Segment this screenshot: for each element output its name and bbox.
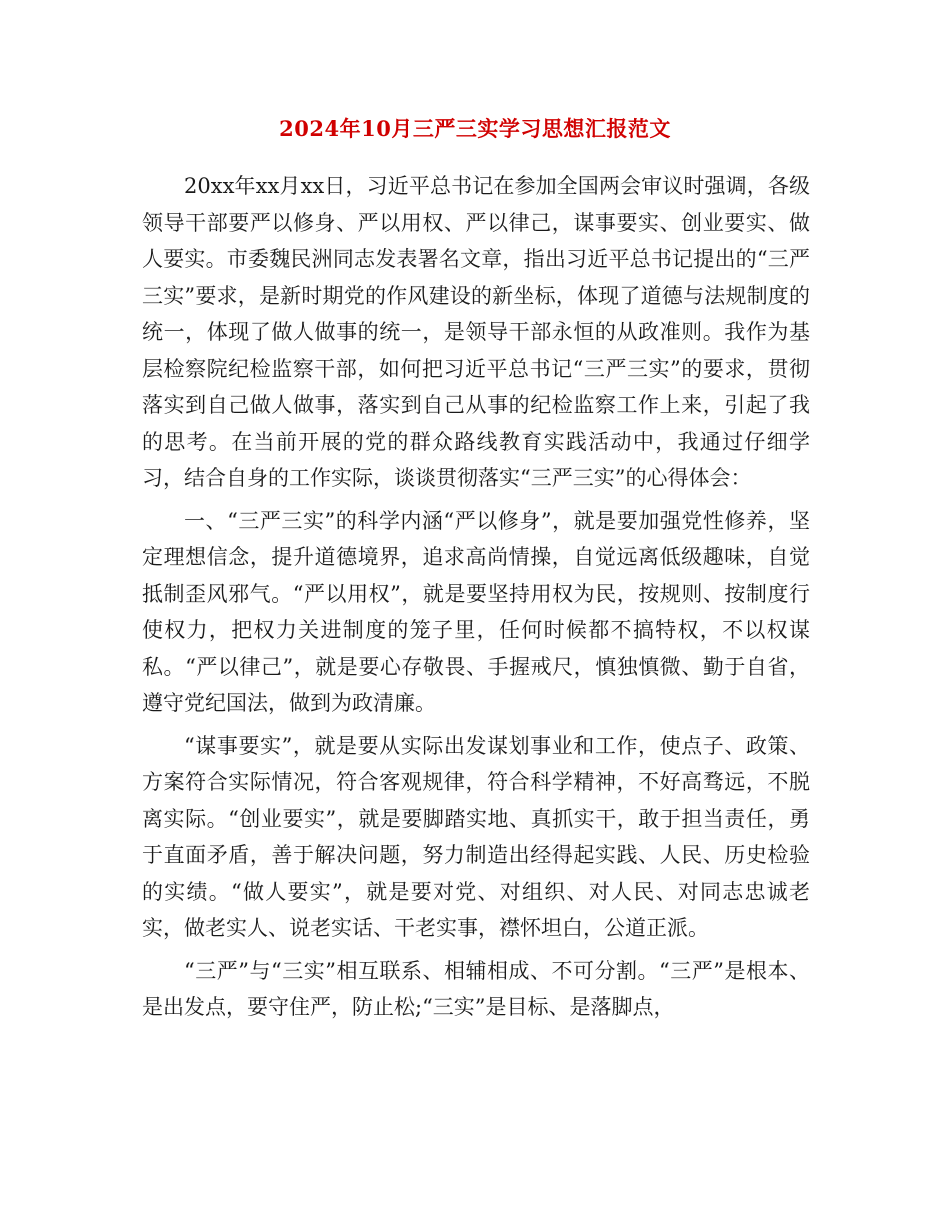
document-title: 2024年10月三严三实学习思想汇报范文 xyxy=(279,116,671,141)
paragraph-2: 一、“三严三实”的科学内涵“严以修身”，就是要加强党性修养，坚定理想信念，提升道德境界，追求高尚情操，自觉远离低级趣味，自觉抵制歪风邪气。“严以用权”，就是要坚持用权为民，按规则、按制度行使权力，把权力关进制度的笼子里，任何时候都不搞特权，不以权谋私。“严以律己”，就是要心存敬畏、手握戒尺，慎独慎微、勤于自省，遵守党纪国法，做到为政清廉。 xyxy=(142,508,810,715)
paragraph-4: “三严”与“三实”相互联系、相辅相成、不可分割。“三严”是根本、是出发点，要守住严，防止松;“三实”是目标、是落脚点， xyxy=(142,958,810,1019)
document-body xyxy=(142,168,810,1026)
paragraph-1: 20xx年xx月xx日，习近平总书记在参加全国两会审议时强调，各级领导干部要严以修身、严以用权、严以律己，谋事要实、创业要实、做人要实。市委魏民洲同志发表署名文章，指出习近平总书记提出的“三严三实”要求，是新时期党的作风建设的新坐标，体现了道德与法规制度的统一，体现了做人做事的统一，是领导干部永恒的从政准则。我作为基层检察院纪检监察干部，如何把习近平总书记“三严三实”的要求，贯彻落实到自己做人做事，落实到自己从事的纪检监察工作上来，引起了我的思考。在当前开展的党的群众路线教育实践活动中，我通过仔细学习，结合自身的工作实际，谈谈贯彻落实“三严三实”的心得体会： xyxy=(142,174,810,490)
paragraph-3: “谋事要实”，就是要从实际出发谋划事业和工作，使点子、政策、方案符合实际情况，符合客观规律，符合科学精神，不好高骛远，不脱离实际。“创业要实”，就是要脚踏实地、真抓实干，敢于担当责任，勇于直面矛盾，善于解决问题，努力制造出经得起实践、人民、历史检验的实绩。“做人要实”，就是要对党、对组织、对人民、对同志忠诚老实，做老实人、说老实话、干老实事，襟怀坦白，公道正派。 xyxy=(142,733,810,940)
